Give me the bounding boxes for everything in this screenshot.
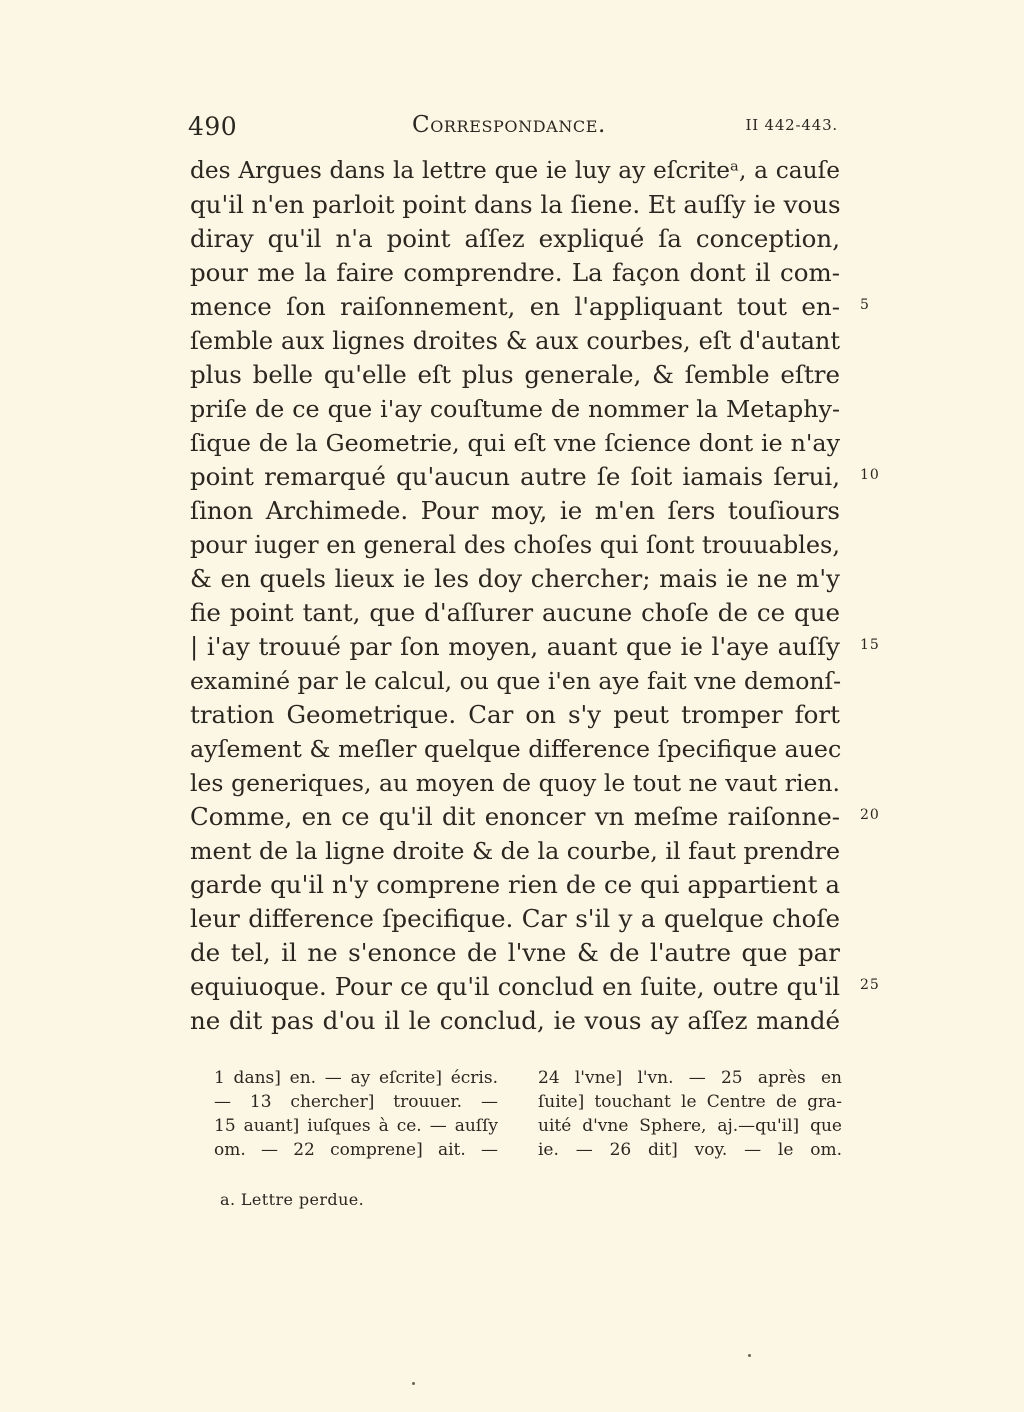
note-line: 24 l'vne] l'vn. — 25 après en: [538, 1068, 842, 1088]
text-line: pour me la faire comprendre. La façon dont il com-: [190, 258, 840, 287]
text-line: des Argues dans la lettre que ie luy ay eſcriteᵃ, a cauſe: [190, 157, 840, 184]
variant-notes-right-column: [538, 1066, 842, 1162]
paper-speck: [748, 1354, 751, 1357]
note-line: 1 dans] en. — ay eſcrite] écris.: [214, 1068, 498, 1088]
text-line: de tel, il ne s'enonce de l'vne & de l'autre que par: [190, 938, 840, 967]
note-line: uité d'vne Sphere, aj.—qu'il] que: [538, 1116, 842, 1136]
text-line: point remarqué qu'aucun autre ſe ſoit iamais ſerui,: [190, 462, 840, 491]
text-line: ayſement & meſler quelque difference ſpecifique auec: [190, 735, 842, 763]
letter-body-text: [190, 154, 840, 1038]
text-line: ſemble aux lignes droites & aux courbes, eſt d'autant: [190, 327, 840, 355]
paper-speck: [412, 1382, 415, 1385]
note-line: ſuite] touchant le Centre de gra-: [538, 1092, 842, 1112]
line-number: 25: [860, 977, 880, 993]
edition-reference: II 442-443.: [745, 116, 838, 134]
page-number: 490: [188, 112, 238, 141]
text-line: ſique de la Geometrie, qui eſt vne ſcience dont ie n'ay: [190, 429, 840, 457]
line-number: 5: [860, 297, 870, 313]
line-number: 15: [860, 637, 880, 653]
running-header: [188, 108, 838, 144]
footnote: a. Lettre perdue.: [220, 1190, 365, 1209]
variant-notes-left-column: [214, 1066, 498, 1162]
text-line: | i'ay trouué par ſon moyen, auant que ie l'aye auſſy: [190, 632, 840, 661]
text-line: fie point tant, que d'aſſurer aucune choſe de ce que: [190, 598, 840, 627]
text-line: priſe de ce que i'ay couſtume de nommer la Metaphy-: [190, 395, 840, 423]
text-line: & en quels lieux ie les doy chercher; mais ie ne m'y: [190, 564, 840, 593]
text-line: mence ſon raiſonnement, en l'appliquant tout en-: [190, 292, 840, 321]
text-line: ne dit pas d'ou il le conclud, ie vous ay aſſez mandé: [190, 1006, 840, 1035]
note-line: 15 auant] iuſques à ce. — auſſy: [214, 1116, 498, 1136]
text-line: ſinon Archimede. Pour moy, ie m'en ſers touſiours: [190, 496, 840, 525]
text-line: ment de la ligne droite & de la courbe, il faut prendre: [190, 837, 840, 865]
text-line: pour iuger en general des choſes qui ſont trouuables,: [190, 531, 840, 559]
line-number: 10: [860, 467, 880, 483]
text-line: tration Geometrique. Car on s'y peut tromper fort: [190, 700, 840, 729]
note-line: — 13 chercher] trouuer. —: [214, 1092, 498, 1112]
note-line: ie. — 26 dit] voy. — le om.: [538, 1140, 842, 1160]
note-line: om. — 22 comprene] ait. —: [214, 1140, 498, 1160]
text-line: leur difference ſpecifique. Car s'il y a quelque choſe: [190, 904, 840, 933]
text-line: garde qu'il n'y comprene rien de ce qui appartient a: [190, 870, 840, 899]
text-line: plus belle qu'elle eſt plus generale, & ſemble eſtre: [190, 360, 840, 389]
text-line: examiné par le calcul, ou que i'en aye fait vne demonſ-: [190, 667, 842, 695]
text-line: qu'il n'en parloit point dans la ſiene. Et auſſy ie vous: [190, 190, 841, 219]
text-line: les generiques, au moyen de quoy le tout ne vaut rien.: [190, 769, 840, 797]
text-line: equiuoque. Pour ce qu'il conclud en ſuite, outre qu'il: [190, 972, 840, 1001]
text-line: diray qu'il n'a point aſſez expliqué ſa conception,: [190, 224, 840, 253]
text-line: Comme, en ce qu'il dit enoncer vn meſme raiſonne-: [190, 802, 840, 831]
running-title: Correspondance.: [412, 112, 606, 138]
line-number: 20: [860, 807, 880, 823]
